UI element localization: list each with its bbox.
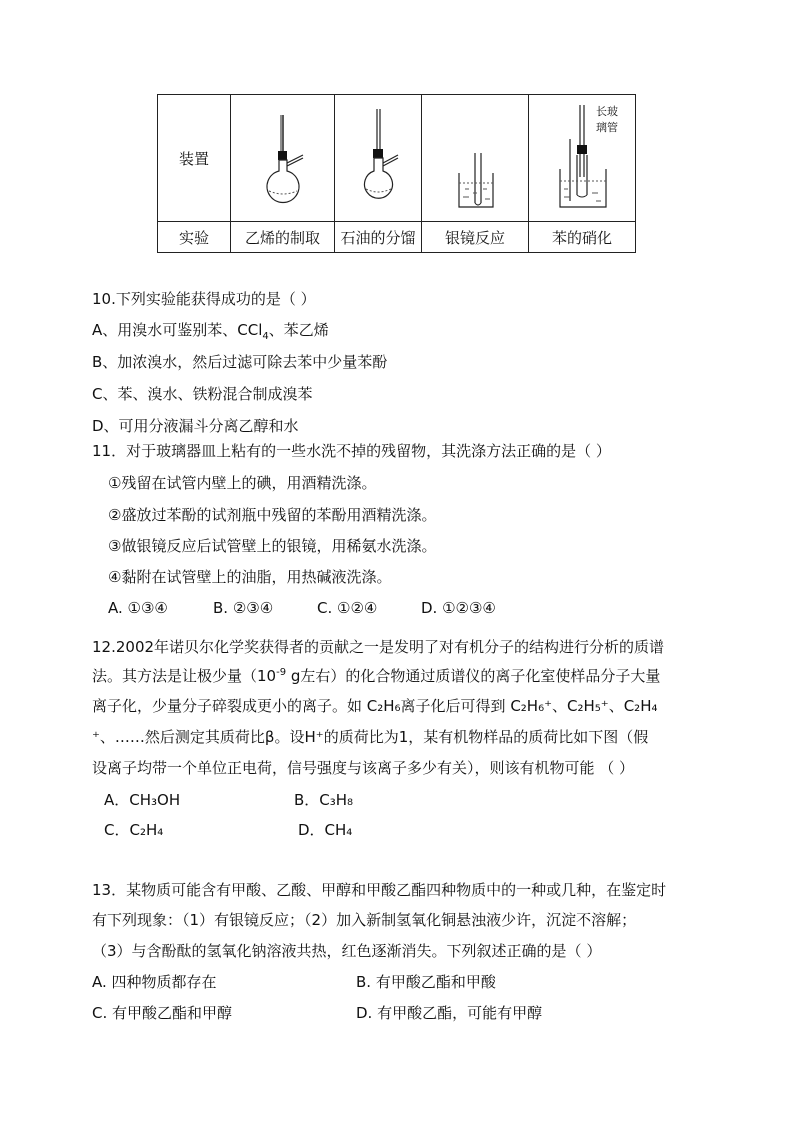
q11-statement-3: ③做银镜反应后试管壁上的银镜，用稀氨水洗涤。 — [108, 537, 437, 555]
q12-line-5: 设离子均带一个单位正电荷，信号强度与该离子多少有关），则该有机物可能 （ ） — [92, 759, 635, 777]
q12-option-a: A．CH₃OH — [104, 791, 181, 809]
q10-option-b: B、加浓溴水，然后过滤可除去苯中少量苯酚 — [92, 353, 388, 371]
q12-option-d: D．CH₄ — [298, 821, 353, 839]
q11-option-b: B. ②③④ — [213, 599, 274, 617]
q11-statement-4: ④黏附在试管壁上的油脂，用热碱液洗涤。 — [108, 568, 392, 586]
q12-line-1: 12.2002年诺贝尔化学奖获得者的贡献之一是发明了对有机分子的结构进行分析的质谱 — [92, 638, 665, 656]
q13-option-d: D. 有甲酸乙酯，可能有甲醇 — [356, 1004, 543, 1022]
experiment-name: 石油的分馏 — [335, 222, 422, 253]
q12-option-b: B．C₃H₈ — [294, 791, 354, 809]
nitration-apparatus-icon — [529, 95, 636, 222]
q13-line-2: 有下列现象：（1）有银镜反应；（2）加入新制氢氧化铜悬浊液少许，沉淀不溶解； — [92, 911, 637, 929]
q10-stem: 10.下列实验能获得成功的是（ ） — [92, 290, 316, 308]
q12-option-c: C．C₂H₄ — [104, 821, 164, 839]
q10-option-c: C、苯、溴水、铁粉混合制成溴苯 — [92, 385, 313, 403]
q11-option-a: A. ①③④ — [108, 599, 168, 617]
q11-option-c: C. ①②④ — [317, 599, 378, 617]
long-tube-label-2: 璃管 — [596, 121, 618, 134]
q13-option-b: B. 有甲酸乙酯和甲酸 — [356, 973, 496, 991]
q10-option-a: A、用溴水可鉴别苯、CCl$_4$、苯乙烯 — [92, 321, 329, 342]
q13-line-3: （3）与含酚酞的氢氧化钠溶液共热，红色逐渐消失。下列叙述正确的是（ ） — [92, 942, 602, 960]
q10-option-d: D、可用分液漏斗分离乙醇和水 — [92, 417, 299, 435]
q13-line-1: 13．某物质可能含有甲酸、乙酸、甲醇和甲酸乙酯四种物质中的一种或几种，在鉴定时 — [92, 881, 667, 899]
long-tube-label-1: 长玻 — [596, 105, 618, 118]
q13-option-a: A. 四种物质都存在 — [92, 973, 217, 991]
q12-line-2: 法。其方法是让极少量（$10^{-9}$ g左右）的化合物通过质谱仪的离子化室使样品分子大量 — [92, 667, 661, 685]
experiment-name: 乙烯的制取 — [231, 222, 335, 253]
q11-stem: 11．对于玻璃器皿上粘有的一些水洗不掉的残留物，其洗涤方法正确的是（ ） — [92, 442, 611, 460]
distillation-apparatus-icon — [335, 95, 422, 222]
q13-option-c: C. 有甲酸乙酯和甲醇 — [92, 1004, 233, 1022]
q11-statement-2: ②盛放过苯酚的试剂瓶中残留的苯酚用酒精洗涤。 — [108, 506, 437, 524]
q11-option-d: D. ①②③④ — [421, 599, 496, 617]
q12-line-3: 离子化，少量分子碎裂成更小的离子。如 C₂H₆离子化后可得到 C₂H₆⁺、C₂H₅⁺、C₂H₄ — [92, 697, 658, 715]
q12-line-4: ⁺、……然后测定其质荷比β。设H⁺的质荷比为1，某有机物样品的质荷比如下图（假 — [92, 728, 649, 746]
q11-statement-1: ①残留在试管内壁上的碘，用酒精洗涤。 — [108, 474, 377, 492]
row-label-apparatus: 装置 — [158, 95, 231, 222]
ethylene-apparatus-icon — [231, 95, 335, 222]
experiment-name: 银镜反应 — [422, 222, 529, 253]
experiment-name: 苯的硝化 — [529, 222, 636, 253]
silver-mirror-apparatus-icon — [422, 95, 529, 222]
apparatus-table — [157, 94, 636, 253]
row-label-experiment: 实验 — [158, 222, 231, 253]
